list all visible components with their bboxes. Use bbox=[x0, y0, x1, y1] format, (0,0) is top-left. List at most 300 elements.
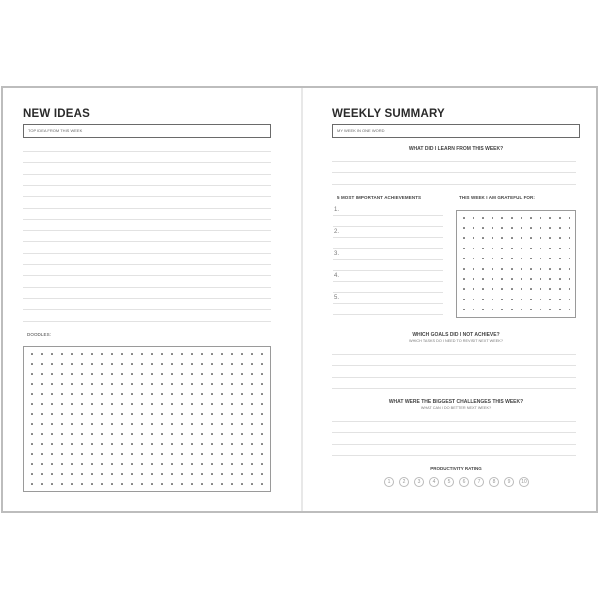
grid-dot bbox=[261, 423, 263, 425]
grid-dot bbox=[511, 217, 513, 219]
grid-dot bbox=[221, 423, 223, 425]
grid-dot bbox=[151, 363, 153, 365]
grid-dot bbox=[521, 237, 523, 239]
writing-line[interactable] bbox=[23, 241, 271, 242]
grid-dot bbox=[492, 217, 494, 219]
grid-dot bbox=[41, 403, 43, 405]
grid-dot bbox=[181, 393, 183, 395]
grid-dot bbox=[71, 393, 73, 395]
grid-dot bbox=[61, 483, 63, 485]
grid-dot bbox=[111, 403, 113, 405]
grid-dot bbox=[171, 383, 173, 385]
grid-dot bbox=[201, 483, 203, 485]
writing-line[interactable] bbox=[332, 184, 576, 185]
grid-dot bbox=[181, 433, 183, 435]
achievement-line[interactable] bbox=[333, 248, 443, 249]
grid-dot bbox=[501, 217, 503, 219]
grid-dot bbox=[81, 443, 83, 445]
grid-dot bbox=[131, 483, 133, 485]
goals-subheading: WHICH TASKS DO I NEED TO REVISIT NEXT WEEK? bbox=[409, 339, 503, 343]
grid-dot bbox=[241, 423, 243, 425]
grid-dot bbox=[463, 227, 465, 229]
grid-dot bbox=[540, 268, 542, 270]
grid-dot bbox=[101, 423, 103, 425]
grid-dot bbox=[251, 403, 253, 405]
rating-option-7[interactable]: 7 bbox=[474, 477, 484, 487]
grid-dot bbox=[492, 278, 494, 280]
grid-dot bbox=[151, 443, 153, 445]
grid-dot bbox=[121, 423, 123, 425]
grid-dot bbox=[251, 463, 253, 465]
grid-dot bbox=[492, 258, 494, 260]
achievement-line[interactable] bbox=[333, 259, 443, 260]
writing-line[interactable] bbox=[23, 196, 271, 197]
grid-dot bbox=[81, 413, 83, 415]
rating-option-6[interactable]: 6 bbox=[459, 477, 469, 487]
grid-dot bbox=[131, 403, 133, 405]
writing-line[interactable] bbox=[23, 174, 271, 175]
grid-dot bbox=[530, 309, 532, 311]
grid-dot bbox=[231, 443, 233, 445]
productivity-rating-label: PRODUCTIVITY RATING bbox=[430, 466, 482, 471]
grid-dot bbox=[231, 373, 233, 375]
grid-dot bbox=[41, 483, 43, 485]
grid-dot bbox=[191, 413, 193, 415]
writing-line[interactable] bbox=[332, 444, 576, 445]
grid-dot bbox=[51, 443, 53, 445]
grid-dot bbox=[101, 383, 103, 385]
grid-dot bbox=[181, 453, 183, 455]
grid-dot bbox=[463, 268, 465, 270]
grid-dot bbox=[559, 268, 561, 270]
grid-dot bbox=[171, 423, 173, 425]
grid-dot bbox=[81, 423, 83, 425]
grid-dot bbox=[31, 463, 33, 465]
grid-dot bbox=[501, 268, 503, 270]
grid-dot bbox=[261, 483, 263, 485]
writing-line[interactable] bbox=[23, 264, 271, 265]
achievement-line[interactable] bbox=[333, 314, 443, 315]
grid-dot bbox=[131, 373, 133, 375]
grid-dot bbox=[261, 393, 263, 395]
grid-dot bbox=[121, 363, 123, 365]
grid-dot bbox=[131, 363, 133, 365]
doodles-dot-grid[interactable] bbox=[23, 346, 271, 492]
grid-dot bbox=[111, 373, 113, 375]
writing-line[interactable] bbox=[332, 432, 576, 433]
grid-dot bbox=[521, 309, 523, 311]
grid-dot bbox=[241, 353, 243, 355]
grid-dot bbox=[251, 433, 253, 435]
grid-dot bbox=[41, 433, 43, 435]
grid-dot bbox=[161, 433, 163, 435]
grid-dot bbox=[191, 403, 193, 405]
grid-dot bbox=[530, 248, 532, 250]
rating-option-8[interactable]: 8 bbox=[489, 477, 499, 487]
grid-dot bbox=[51, 483, 53, 485]
grid-dot bbox=[530, 237, 532, 239]
grid-dot bbox=[511, 268, 513, 270]
writing-line[interactable] bbox=[23, 151, 271, 152]
page-new-ideas bbox=[3, 88, 301, 511]
grid-dot bbox=[559, 237, 561, 239]
grid-dot bbox=[151, 453, 153, 455]
grid-dot bbox=[261, 463, 263, 465]
grid-dot bbox=[71, 403, 73, 405]
grid-dot bbox=[261, 373, 263, 375]
grid-dot bbox=[41, 463, 43, 465]
grid-dot bbox=[549, 288, 551, 290]
grid-dot bbox=[549, 248, 551, 250]
grid-dot bbox=[61, 413, 63, 415]
grid-dot bbox=[151, 423, 153, 425]
achievement-line[interactable] bbox=[333, 215, 443, 216]
grid-dot bbox=[211, 443, 213, 445]
grid-dot bbox=[251, 383, 253, 385]
grid-dot bbox=[241, 413, 243, 415]
writing-line[interactable] bbox=[23, 298, 271, 299]
grid-dot bbox=[221, 433, 223, 435]
grid-dot bbox=[121, 353, 123, 355]
grid-dot bbox=[463, 217, 465, 219]
achievement-line[interactable] bbox=[333, 270, 443, 271]
grid-dot bbox=[111, 363, 113, 365]
grid-dot bbox=[41, 413, 43, 415]
grid-dot bbox=[521, 217, 523, 219]
grid-dot bbox=[121, 483, 123, 485]
grid-dot bbox=[141, 463, 143, 465]
grid-dot bbox=[31, 473, 33, 475]
grid-dot bbox=[141, 403, 143, 405]
grid-dot bbox=[81, 393, 83, 395]
page-title-new-ideas: NEW IDEAS bbox=[23, 108, 90, 120]
grid-dot bbox=[171, 473, 173, 475]
grid-dot bbox=[191, 483, 193, 485]
planner-spread bbox=[1, 86, 598, 513]
grid-dot bbox=[473, 237, 475, 239]
grid-dot bbox=[151, 403, 153, 405]
writing-line[interactable] bbox=[23, 230, 271, 231]
grid-dot bbox=[241, 433, 243, 435]
grid-dot bbox=[181, 403, 183, 405]
grid-dot bbox=[211, 363, 213, 365]
grid-dot bbox=[101, 403, 103, 405]
grid-dot bbox=[91, 373, 93, 375]
grid-dot bbox=[201, 473, 203, 475]
grid-dot bbox=[141, 383, 143, 385]
grid-dot bbox=[261, 453, 263, 455]
grid-dot bbox=[201, 453, 203, 455]
grid-dot bbox=[91, 353, 93, 355]
grid-dot bbox=[111, 413, 113, 415]
grid-dot bbox=[221, 463, 223, 465]
grid-dot bbox=[171, 353, 173, 355]
grid-dot bbox=[549, 237, 551, 239]
grid-dot bbox=[191, 393, 193, 395]
grid-dot bbox=[101, 463, 103, 465]
grid-dot bbox=[181, 473, 183, 475]
grid-dot bbox=[559, 217, 561, 219]
grid-dot bbox=[51, 363, 53, 365]
grid-dot bbox=[501, 309, 503, 311]
grid-dot bbox=[241, 383, 243, 385]
grid-dot bbox=[171, 393, 173, 395]
grid-dot bbox=[231, 353, 233, 355]
grid-dot bbox=[540, 258, 542, 260]
grid-dot bbox=[151, 473, 153, 475]
grid-dot bbox=[171, 363, 173, 365]
grid-dot bbox=[251, 423, 253, 425]
grid-dot bbox=[482, 299, 484, 301]
grid-dot bbox=[161, 383, 163, 385]
rating-option-2[interactable]: 2 bbox=[399, 477, 409, 487]
grid-dot bbox=[61, 453, 63, 455]
grid-dot bbox=[211, 473, 213, 475]
grid-dot bbox=[141, 433, 143, 435]
grid-dot bbox=[492, 248, 494, 250]
writing-line[interactable] bbox=[332, 377, 576, 378]
grid-dot bbox=[51, 393, 53, 395]
grid-dot bbox=[41, 383, 43, 385]
grid-dot bbox=[151, 373, 153, 375]
grid-dot bbox=[482, 237, 484, 239]
grid-dot bbox=[81, 453, 83, 455]
grid-dot bbox=[201, 373, 203, 375]
grid-dot bbox=[41, 373, 43, 375]
grid-dot bbox=[31, 423, 33, 425]
grid-dot bbox=[71, 483, 73, 485]
grid-dot bbox=[71, 353, 73, 355]
grid-dot bbox=[101, 453, 103, 455]
grid-dot bbox=[559, 248, 561, 250]
achievement-line[interactable] bbox=[333, 237, 443, 238]
grid-dot bbox=[221, 363, 223, 365]
writing-line[interactable] bbox=[332, 365, 576, 366]
grid-dot bbox=[101, 353, 103, 355]
grid-dot bbox=[141, 413, 143, 415]
grid-dot bbox=[521, 288, 523, 290]
grid-dot bbox=[211, 483, 213, 485]
grid-dot bbox=[211, 423, 213, 425]
grid-dot bbox=[51, 353, 53, 355]
grid-dot bbox=[511, 258, 513, 260]
grid-dot bbox=[501, 278, 503, 280]
grid-dot bbox=[191, 423, 193, 425]
grid-dot bbox=[181, 463, 183, 465]
writing-line[interactable] bbox=[332, 388, 576, 389]
rating-option-5[interactable]: 5 bbox=[444, 477, 454, 487]
grid-dot bbox=[221, 473, 223, 475]
grid-dot bbox=[91, 363, 93, 365]
grid-dot bbox=[261, 363, 263, 365]
grid-dot bbox=[559, 299, 561, 301]
grid-dot bbox=[101, 373, 103, 375]
grid-dot bbox=[131, 413, 133, 415]
grid-dot bbox=[61, 383, 63, 385]
achievement-number: 5. bbox=[334, 295, 340, 301]
grid-dot bbox=[31, 443, 33, 445]
rating-option-3[interactable]: 3 bbox=[414, 477, 424, 487]
grid-dot bbox=[131, 433, 133, 435]
grid-dot bbox=[71, 463, 73, 465]
grid-dot bbox=[463, 258, 465, 260]
grid-dot bbox=[111, 383, 113, 385]
grid-dot bbox=[521, 227, 523, 229]
grid-dot bbox=[91, 473, 93, 475]
grid-dot bbox=[549, 217, 551, 219]
grid-dot bbox=[492, 227, 494, 229]
challenges-heading: WHAT WERE THE BIGGEST CHALLENGES THIS WEEK? bbox=[388, 399, 524, 405]
grid-dot bbox=[41, 443, 43, 445]
grid-dot bbox=[201, 403, 203, 405]
grid-dot bbox=[241, 453, 243, 455]
grid-dot bbox=[211, 433, 213, 435]
grid-dot bbox=[221, 483, 223, 485]
grid-dot bbox=[41, 363, 43, 365]
writing-line[interactable] bbox=[23, 162, 271, 163]
grid-dot bbox=[569, 268, 571, 270]
grid-dot bbox=[81, 373, 83, 375]
grid-dot bbox=[101, 413, 103, 415]
grid-dot bbox=[569, 288, 571, 290]
grid-dot bbox=[482, 268, 484, 270]
grid-dot bbox=[521, 258, 523, 260]
grid-dot bbox=[121, 453, 123, 455]
grid-dot bbox=[521, 268, 523, 270]
grid-dot bbox=[241, 393, 243, 395]
achievement-number: 4. bbox=[334, 273, 340, 279]
rating-option-10[interactable]: 10 bbox=[519, 477, 529, 487]
grid-dot bbox=[101, 443, 103, 445]
grid-dot bbox=[71, 453, 73, 455]
writing-line[interactable] bbox=[23, 275, 271, 276]
grid-dot bbox=[251, 393, 253, 395]
grid-dot bbox=[81, 463, 83, 465]
grid-dot bbox=[101, 483, 103, 485]
grid-dot bbox=[141, 473, 143, 475]
grid-dot bbox=[141, 443, 143, 445]
grid-dot bbox=[151, 353, 153, 355]
grid-dot bbox=[191, 353, 193, 355]
week-one-word-field[interactable]: MY WEEK IN ONE WORD bbox=[332, 124, 580, 138]
grid-dot bbox=[201, 383, 203, 385]
grid-dot bbox=[221, 453, 223, 455]
grid-dot bbox=[131, 443, 133, 445]
grid-dot bbox=[201, 363, 203, 365]
grid-dot bbox=[511, 288, 513, 290]
achievement-line[interactable] bbox=[333, 281, 443, 282]
grid-dot bbox=[211, 403, 213, 405]
achievement-line[interactable] bbox=[333, 303, 443, 304]
grid-dot bbox=[473, 227, 475, 229]
grid-dot bbox=[161, 373, 163, 375]
writing-line[interactable] bbox=[23, 309, 271, 310]
grid-dot bbox=[111, 443, 113, 445]
grid-dot bbox=[559, 258, 561, 260]
grid-dot bbox=[251, 483, 253, 485]
achievement-line[interactable] bbox=[333, 292, 443, 293]
grid-dot bbox=[51, 373, 53, 375]
writing-line[interactable] bbox=[332, 455, 576, 456]
grid-dot bbox=[91, 483, 93, 485]
rating-option-4[interactable]: 4 bbox=[429, 477, 439, 487]
grid-dot bbox=[171, 453, 173, 455]
grid-dot bbox=[530, 258, 532, 260]
grid-dot bbox=[231, 463, 233, 465]
grid-dot bbox=[171, 403, 173, 405]
grid-dot bbox=[511, 248, 513, 250]
grid-dot bbox=[141, 363, 143, 365]
grid-dot bbox=[191, 463, 193, 465]
grid-dot bbox=[121, 393, 123, 395]
grid-dot bbox=[61, 393, 63, 395]
writing-line[interactable] bbox=[23, 253, 271, 254]
writing-line[interactable] bbox=[332, 161, 576, 162]
grid-dot bbox=[171, 373, 173, 375]
rating-option-9[interactable]: 9 bbox=[504, 477, 514, 487]
writing-line[interactable] bbox=[332, 172, 576, 173]
grid-dot bbox=[61, 423, 63, 425]
grid-dot bbox=[181, 483, 183, 485]
writing-line[interactable] bbox=[23, 185, 271, 186]
writing-line[interactable] bbox=[332, 421, 576, 422]
writing-line[interactable] bbox=[332, 354, 576, 355]
grid-dot bbox=[549, 227, 551, 229]
grid-dot bbox=[101, 393, 103, 395]
writing-line[interactable] bbox=[23, 287, 271, 288]
grid-dot bbox=[181, 423, 183, 425]
grid-dot bbox=[241, 483, 243, 485]
grid-dot bbox=[511, 309, 513, 311]
grid-dot bbox=[530, 217, 532, 219]
writing-line[interactable] bbox=[23, 321, 271, 322]
grid-dot bbox=[121, 443, 123, 445]
rating-option-1[interactable]: 1 bbox=[384, 477, 394, 487]
grid-dot bbox=[530, 278, 532, 280]
grid-dot bbox=[191, 443, 193, 445]
grid-dot bbox=[71, 433, 73, 435]
achievements-heading: 5 MOST IMPORTANT ACHIEVEMENTS bbox=[337, 195, 422, 200]
grid-dot bbox=[231, 473, 233, 475]
grid-dot bbox=[71, 443, 73, 445]
grid-dot bbox=[101, 363, 103, 365]
grid-dot bbox=[131, 393, 133, 395]
grid-dot bbox=[211, 413, 213, 415]
grid-dot bbox=[211, 453, 213, 455]
top-idea-field[interactable]: TOP IDEA FROM THIS WEEK bbox=[23, 124, 271, 138]
grid-dot bbox=[81, 483, 83, 485]
achievement-line[interactable] bbox=[333, 226, 443, 227]
grid-dot bbox=[161, 483, 163, 485]
writing-line[interactable] bbox=[23, 219, 271, 220]
grid-dot bbox=[171, 433, 173, 435]
grid-dot bbox=[161, 403, 163, 405]
grid-dot bbox=[482, 248, 484, 250]
grid-dot bbox=[71, 363, 73, 365]
grid-dot bbox=[101, 473, 103, 475]
writing-line[interactable] bbox=[23, 208, 271, 209]
grid-dot bbox=[181, 353, 183, 355]
grid-dot bbox=[473, 248, 475, 250]
grid-dot bbox=[91, 403, 93, 405]
grid-dot bbox=[540, 237, 542, 239]
grid-dot bbox=[463, 248, 465, 250]
grateful-dot-grid[interactable] bbox=[456, 210, 576, 318]
grid-dot bbox=[111, 353, 113, 355]
grid-dot bbox=[231, 483, 233, 485]
grid-dot bbox=[231, 363, 233, 365]
grid-dot bbox=[191, 383, 193, 385]
